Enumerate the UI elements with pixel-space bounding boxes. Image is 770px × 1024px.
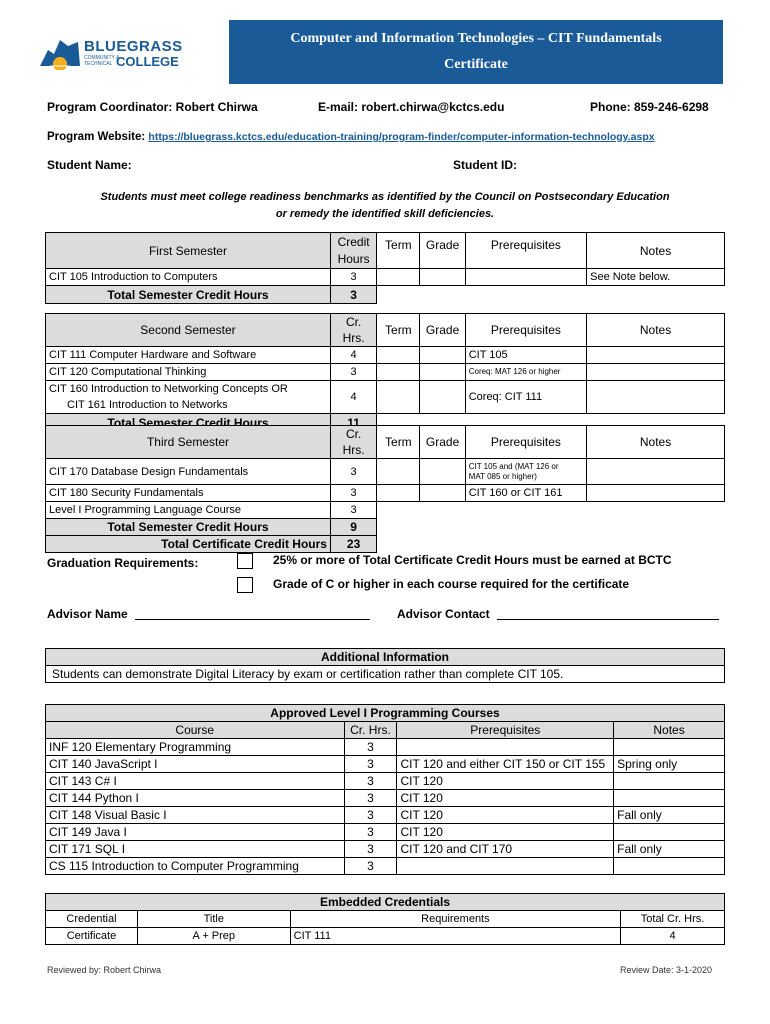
programming-header-course: Course [46,722,345,739]
course-name: CIT 171 SQL I [46,841,345,858]
table-row [46,269,725,286]
course-name: CIT 144 Python I [46,790,345,807]
embedded-credential: Certificate [46,928,138,945]
readiness-notice [47,189,723,223]
course-name: CIT 120 Computational Thinking [46,364,331,381]
sem1-header-credit-1: Credit [337,234,370,249]
additional-info-text: Students can demonstrate Digital Literacy by exam or certification rather than complete CIT 105. [46,666,725,683]
website-link[interactable]: https://bluegrass.kctcs.edu/education-training/program-finder/computer-information-technology.aspx [148,131,655,143]
course-hours: 3 [330,485,376,502]
prereq-line-1: CIT 105 and (MAT 126 or [468,461,559,471]
course-hours: 3 [330,502,376,519]
website-row [47,131,655,143]
programming-header-notes: Notes [614,722,725,739]
notes-cell: Fall only [614,841,725,858]
notes-cell [587,364,725,381]
table-row [46,773,725,790]
sem1-header-notes: Notes [587,233,725,269]
requirement-1-checkbox[interactable] [237,553,253,569]
grade-cell[interactable] [420,459,465,485]
sem2-header-prereq: Prerequisites [465,314,586,347]
sem1-header-credit-2: Hours [337,251,370,266]
embedded-title: Embedded Credentials [46,894,725,911]
course-name: CIT 149 Java I [46,824,345,841]
course-hours: 3 [344,807,397,824]
sem3-header-notes: Notes [587,426,725,459]
phone: Phone: 859-246-6298 [590,100,709,114]
programming-title: Approved Level I Programming Courses [46,705,725,722]
prereq-cell [397,858,614,875]
advisor-contact-label: Advisor Contact [397,607,490,621]
course-name: CIT 170 Database Design Fundamentals [46,459,331,485]
prereq-cell: Coreq: MAT 126 or higher [465,364,586,381]
grade-cell[interactable] [420,485,465,502]
table-row [46,739,725,756]
advisor-name-field[interactable] [135,605,370,620]
table-row [46,807,725,824]
notice-line-2: or remedy the identified skill deficiencies. [275,208,495,220]
embedded-header-credential: Credential [46,911,138,928]
sem1-header-grade: Grade [420,233,465,269]
sem2-header-cr: Cr. Hrs. [330,314,376,347]
course-hours: 3 [344,756,397,773]
course-hours: 3 [330,364,376,381]
additional-info-table [45,648,725,683]
sem3-total-value: 9 [330,519,376,536]
table-row [46,502,725,519]
term-cell[interactable] [377,485,420,502]
embedded-total: 4 [621,928,725,945]
course-name: CS 115 Introduction to Computer Programming [46,858,345,875]
embedded-header-title: Title [137,911,290,928]
course-name: CIT 111 Computer Hardware and Software [46,347,331,364]
table-row [46,824,725,841]
course-name-line-2: CIT 161 Introduction to Networks [67,399,228,411]
logo-sub1: COMMUNITY & [84,55,120,61]
student-id-label: Student ID: [453,158,517,172]
table-row [46,459,725,485]
course-hours: 4 [330,347,376,364]
sem1-total-value: 3 [330,286,376,304]
grade-cell[interactable] [420,269,465,286]
certificate-total-value: 23 [330,536,376,553]
table-row [46,381,725,414]
first-semester-table [45,232,725,304]
grade-cell[interactable] [420,347,465,364]
course-name: CIT 105 Introduction to Computers [46,269,331,286]
sem2-header-term: Term [377,314,420,347]
sem1-header-credit [330,233,376,269]
grade-cell[interactable] [420,381,465,414]
table-row [46,364,725,381]
logo-sub2: TECHNICAL [84,61,113,67]
prereq-cell: CIT 120 and CIT 170 [397,841,614,858]
table-row [46,347,725,364]
course-hours: 3 [330,459,376,485]
grade-cell[interactable] [420,364,465,381]
course-name: Level I Programming Language Course [46,502,331,519]
course-hours: 3 [344,858,397,875]
term-cell[interactable] [377,347,420,364]
course-name: CIT 140 JavaScript I [46,756,345,773]
prereq-cell: CIT 120 [397,773,614,790]
review-date: Review Date: 3-1-2020 [620,965,713,975]
sem1-header-term: Term [377,233,420,269]
term-cell[interactable] [377,269,420,286]
reviewed-by: Reviewed by: Robert Chirwa [47,965,162,975]
embedded-credentials-table [45,893,725,945]
table-row [46,485,725,502]
notes-cell [614,858,725,875]
requirement-2-checkbox[interactable] [237,577,253,593]
sem2-total-label: Total Semester Credit Hours [46,414,331,432]
term-cell[interactable] [377,364,420,381]
course-name: CIT 180 Security Fundamentals [46,485,331,502]
student-name-label: Student Name: [47,158,132,172]
programming-courses-table [45,704,725,875]
course-hours: 3 [344,739,397,756]
notes-cell [614,790,725,807]
course-hours: 3 [344,790,397,807]
logo-mark-icon [38,36,82,70]
sem3-header-term: Term [377,426,420,459]
course-name: CIT 148 Visual Basic I [46,807,345,824]
course-hours: 4 [330,381,376,414]
table-row [46,928,725,945]
programming-header-cr: Cr. Hrs. [344,722,397,739]
course-hours: 3 [344,841,397,858]
sem3-header-grade: Grade [420,426,465,459]
table-row [46,756,725,773]
graduation-label: Graduation Requirements: [47,556,199,570]
logo-college: COLLEGE [116,54,179,69]
embedded-title-cell: A + Prep [137,928,290,945]
notes-cell [587,381,725,414]
requirement-2-text: Grade of C or higher in each course required for the certificate [273,577,630,591]
course-name: CIT 143 C# I [46,773,345,790]
course-hours: 3 [330,269,376,286]
prereq-cell [465,269,586,286]
additional-info-title: Additional Information [46,649,725,666]
prereq-cell: CIT 105 [465,347,586,364]
notes-cell: Fall only [614,807,725,824]
third-semester-table [45,425,725,553]
course-name: INF 120 Elementary Programming [46,739,345,756]
programming-header-prereq: Prerequisites [397,722,614,739]
notes-cell [587,485,725,502]
prereq-cell: CIT 120 and either CIT 150 or CIT 155 [397,756,614,773]
course-hours: 3 [344,824,397,841]
title-line-1: Computer and Information Technologies – CIT Fundamentals [290,31,662,46]
prereq-cell [397,739,614,756]
email: E-mail: robert.chirwa@kctcs.edu [318,100,505,114]
sem1-total-label: Total Semester Credit Hours [46,286,331,304]
table-row [46,858,725,875]
sem2-header-notes: Notes [587,314,725,347]
advisor-contact-field[interactable] [497,605,719,620]
sem2-header-grade: Grade [420,314,465,347]
prereq-cell [465,459,586,485]
sem3-total-label: Total Semester Credit Hours [46,519,331,536]
sem1-header-name: First Semester [46,233,331,269]
table-row [46,790,725,807]
notes-cell [614,773,725,790]
prereq-cell: CIT 120 [397,807,614,824]
website-label: Program Website: [47,131,146,143]
prereq-cell: CIT 120 [397,824,614,841]
sem3-header-cr: Cr. Hrs. [330,426,376,459]
certificate-total-label: Total Certificate Credit Hours [46,536,331,553]
table-row [46,841,725,858]
logo-name: BLUEGRASS [84,38,183,55]
notes-cell [587,459,725,485]
notes-cell: Spring only [614,756,725,773]
college-logo [38,36,208,72]
notes-cell: See Note below. [587,269,725,286]
notes-cell [614,739,725,756]
prereq-cell: CIT 160 or CIT 161 [465,485,586,502]
embedded-header-requirements: Requirements [290,911,620,928]
prereq-cell: CIT 120 [397,790,614,807]
term-cell[interactable] [377,381,420,414]
coordinator: Program Coordinator: Robert Chirwa [47,100,258,114]
notice-line-1: Students must meet college readiness benchmarks as identified by the Council on Postsecondary Education [100,191,670,203]
embedded-requirements: CIT 111 [290,928,620,945]
requirement-1-text: 25% or more of Total Certificate Credit Hours must be earned at BCTC [273,553,672,567]
sem2-header-name: Second Semester [46,314,331,347]
sem3-header-name: Third Semester [46,426,331,459]
second-semester-table [45,313,725,432]
course-name-line-1: CIT 160 Introduction to Networking Concepts OR [49,383,288,395]
sem3-header-prereq: Prerequisites [465,426,586,459]
term-cell[interactable] [377,459,420,485]
title-line-2: Certificate [444,57,508,72]
course-hours: 3 [344,773,397,790]
prereq-line-2: MAT 085 or higher) [468,471,537,481]
notes-cell [587,347,725,364]
advisor-name-label: Advisor Name [47,607,128,621]
sem2-total-value: 11 [330,414,376,432]
page-title [229,20,723,84]
sem1-header-prereq: Prerequisites [465,233,586,269]
notes-cell [614,824,725,841]
embedded-header-total: Total Cr. Hrs. [621,911,725,928]
prereq-cell: Coreq: CIT 111 [465,381,586,414]
course-name [46,381,331,414]
